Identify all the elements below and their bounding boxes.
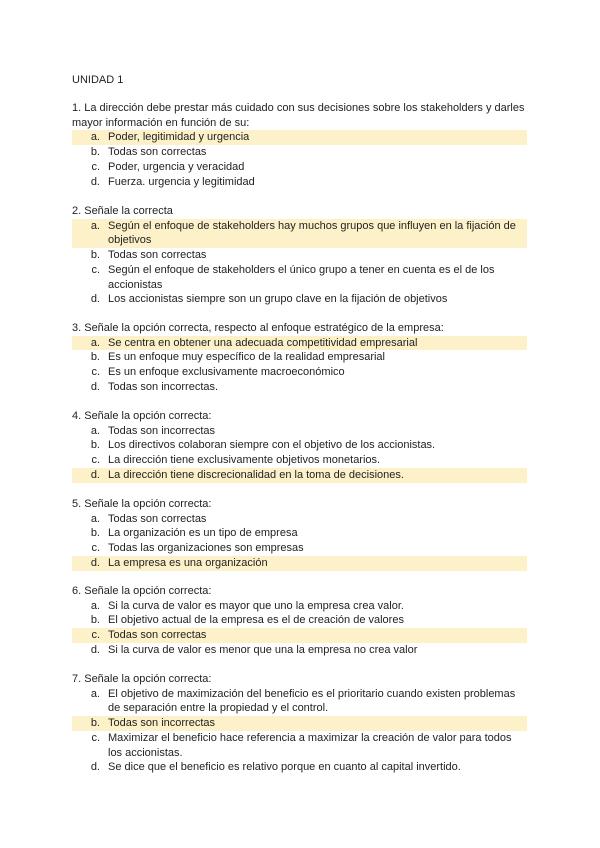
option-letter: a. <box>72 219 108 248</box>
option-letter: b. <box>90 439 100 452</box>
option-letter: c. <box>72 628 108 643</box>
question-7 <box>72 672 532 775</box>
option-letter: c. <box>91 366 100 379</box>
option-letter: d. <box>72 468 108 483</box>
option-letter: b. <box>90 146 100 159</box>
question-text: 7. Señale la opción correcta: <box>72 673 212 685</box>
option-b <box>72 438 527 453</box>
option-d <box>72 643 527 658</box>
question-text: 1. La dirección debe prestar más cuidado con sus decisiones sobre los stakeholders y darles mayor información en función de su: <box>72 102 525 129</box>
option-list <box>72 336 532 395</box>
option-letter: c. <box>91 160 100 173</box>
question-3 <box>72 321 532 395</box>
option-letter: b. <box>90 249 100 262</box>
question-text: 4. Señale la opción correcta: <box>72 410 212 422</box>
option-text: La dirección tiene exclusivamente objetivos monetarios. <box>108 454 381 467</box>
option-b <box>72 526 527 541</box>
option-a <box>72 130 527 145</box>
option-c <box>72 263 527 292</box>
option-text: Todas son incorrectas <box>108 424 215 437</box>
highlighted-answer: Según el enfoque de stakeholders hay muchos grupos que influyen en la fijación de objetivos <box>108 219 527 248</box>
option-letter: c. <box>91 542 100 555</box>
option-text: Si la curva de valor es menor que una la empresa no crea valor <box>108 643 418 656</box>
question-5 <box>72 497 532 571</box>
question-2 <box>72 204 532 307</box>
option-b <box>72 716 527 731</box>
option-letter: b. <box>72 716 108 731</box>
highlighted-answer: La empresa es una organización <box>108 556 527 571</box>
option-text: El objetivo actual de la empresa es el de creación de valores <box>108 614 404 627</box>
option-d <box>72 760 527 775</box>
option-c <box>72 160 527 175</box>
option-letter: b. <box>90 351 100 364</box>
question-text: 5. Señale la opción correcta: <box>72 498 212 510</box>
option-letter: a. <box>90 424 100 437</box>
option-text: Todas las organizaciones son empresas <box>108 542 304 555</box>
option-list <box>72 424 532 483</box>
option-letter: b. <box>90 527 100 540</box>
highlighted-answer: Se centra en obtener una adecuada competitividad empresarial <box>108 336 527 351</box>
option-text: Es un enfoque muy específico de la realidad empresarial <box>108 351 385 364</box>
option-letter: d. <box>90 175 100 188</box>
option-letter: d. <box>90 761 100 774</box>
option-text: Todas son correctas <box>108 146 207 159</box>
option-letter: d. <box>90 643 100 656</box>
option-a <box>72 687 527 716</box>
highlighted-answer: Todas son incorrectas <box>108 716 527 731</box>
option-b <box>72 613 527 628</box>
option-d <box>72 380 527 395</box>
option-letter: a. <box>72 336 108 351</box>
option-text: Es un enfoque exclusivamente macroeconómico <box>108 366 345 379</box>
question-text: 6. Señale la opción correcta: <box>72 585 212 597</box>
option-letter: a. <box>90 687 100 700</box>
option-b <box>72 145 527 160</box>
option-text: Maximizar el beneficio hace referencia a maximizar la creación de valor para todos los accionistas. <box>108 731 512 759</box>
option-text: Poder, urgencia y veracidad <box>108 160 245 173</box>
option-text: La organización es un tipo de empresa <box>108 527 298 540</box>
option-c <box>72 628 527 643</box>
highlighted-answer: Todas son correctas <box>108 628 527 643</box>
option-text: Si la curva de valor es mayor que uno la empresa crea valor. <box>108 599 404 612</box>
option-d <box>72 468 527 483</box>
option-a <box>72 424 527 439</box>
highlighted-answer: Poder, legitimidad y urgencia <box>108 130 527 145</box>
unit-title: UNIDAD 1 <box>72 74 124 86</box>
option-letter: c. <box>91 454 100 467</box>
question-text: 3. Señale la opción correcta, respecto al enfoque estratégico de la empresa: <box>72 322 444 334</box>
question-6 <box>72 584 532 658</box>
question-1 <box>72 101 532 189</box>
option-text: Todas son correctas <box>108 249 207 262</box>
option-c <box>72 453 527 468</box>
option-c <box>72 541 527 556</box>
option-list <box>72 687 532 775</box>
option-d <box>72 556 527 571</box>
option-a <box>72 336 527 351</box>
option-text: Todas son incorrectas. <box>108 380 219 393</box>
option-text: Los accionistas siempre son un grupo clave en la fijación de objetivos <box>108 293 448 306</box>
option-text: Según el enfoque de stakeholders el único grupo a tener en cuenta es el de los accionistas <box>108 263 495 291</box>
question-4 <box>72 409 532 483</box>
option-a <box>72 599 527 614</box>
option-text: Los directivos colaboran siempre con el objetivo de los accionistas. <box>108 439 436 452</box>
option-d <box>72 292 527 307</box>
option-list <box>72 219 532 307</box>
option-a <box>72 512 527 527</box>
option-text: Todas son correctas <box>108 512 207 525</box>
option-c <box>72 731 527 760</box>
option-letter: a. <box>72 130 108 145</box>
option-a <box>72 219 527 248</box>
option-list <box>72 130 532 189</box>
question-text: 2. Señale la correcta <box>72 205 173 217</box>
option-b <box>72 248 527 263</box>
option-text: Fuerza. urgencia y legitimidad <box>108 175 255 188</box>
option-letter: d. <box>72 556 108 571</box>
option-c <box>72 365 527 380</box>
option-list <box>72 599 532 658</box>
option-letter: c. <box>91 263 100 276</box>
option-text: Se dice que el beneficio es relativo porque en cuanto al capital invertido. <box>108 761 461 774</box>
option-d <box>72 175 527 190</box>
highlighted-answer: La dirección tiene discrecionalidad en la toma de decisiones. <box>108 468 527 483</box>
option-letter: c. <box>91 731 100 744</box>
option-letter: a. <box>90 599 100 612</box>
option-letter: d. <box>90 293 100 306</box>
option-b <box>72 350 527 365</box>
option-letter: d. <box>90 380 100 393</box>
option-letter: a. <box>90 512 100 525</box>
option-list <box>72 512 532 571</box>
option-letter: b. <box>90 614 100 627</box>
option-text: El objetivo de maximización del beneficio es el prioritario cuando existen problemas de separación entre la propiedad y el control. <box>108 687 516 715</box>
